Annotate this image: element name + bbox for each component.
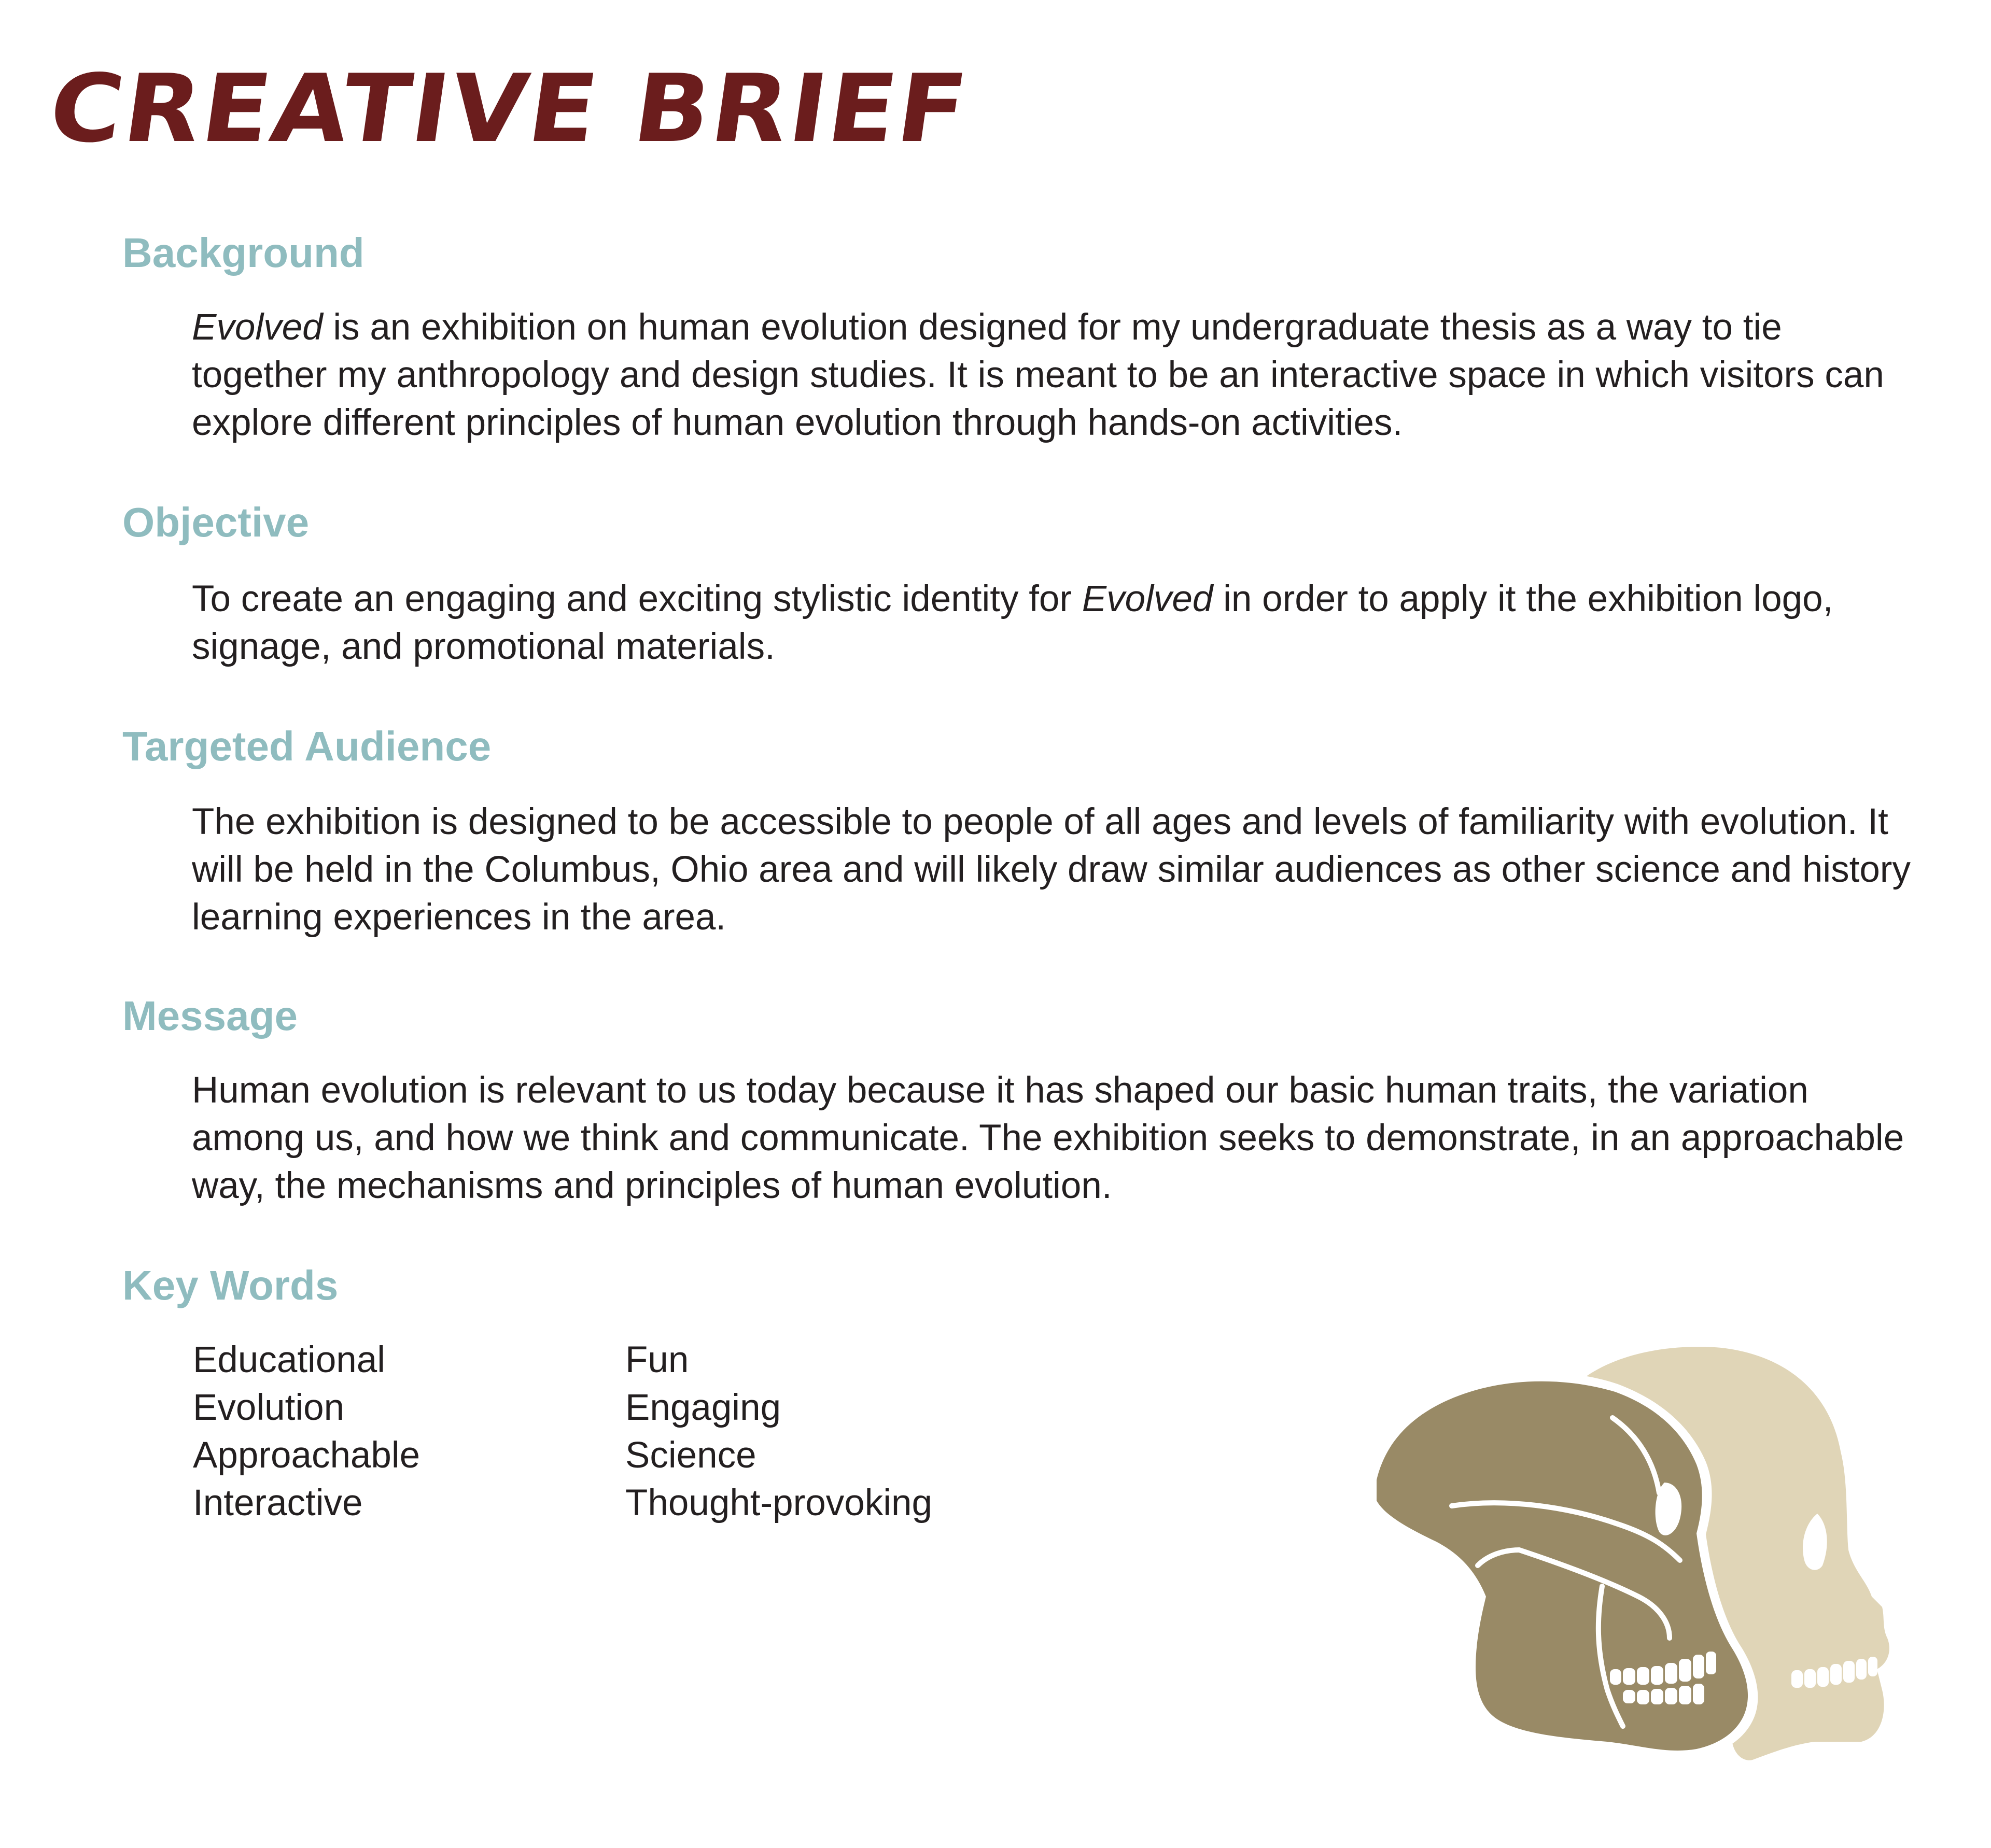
page-title: CREATIVE BRIEF: [43, 54, 975, 163]
background-heading: Background: [122, 230, 364, 276]
audience-heading: Targeted Audience: [122, 723, 492, 769]
keyword-item: Approachable: [193, 1435, 420, 1476]
objective-italic-title: Evolved: [1082, 579, 1213, 619]
keyword-item: Thought-provoking: [625, 1483, 933, 1523]
background-text-body: is an exhibition on human evolution designed for my undergraduate thesis as a way to tie together my anthropology and design studies. It is meant to be an interactive space in which visitors can explore different principles of human evolution through hands-on activities.: [192, 307, 1884, 443]
keyword-item: Educational: [193, 1339, 386, 1380]
background-text: [192, 304, 1918, 447]
audience-text: The exhibition is designed to be accessible to people of all ages and levels of familiarity with evolution. It will be held in the Columbus, Ohio area and will likely draw similar audiences as other science and history learning experiences in the area.: [192, 801, 1911, 938]
keywords-heading: Key Words: [122, 1262, 339, 1308]
keywords-column-1: [193, 1336, 420, 1527]
message-heading: Message: [122, 993, 298, 1039]
objective-text-before: To create an engaging and exciting stylistic identity for: [192, 579, 1082, 619]
keyword-item: Fun: [625, 1339, 689, 1380]
objective-heading: Objective: [122, 499, 310, 545]
keyword-item: Interactive: [193, 1483, 363, 1523]
keyword-item: Engaging: [625, 1387, 781, 1428]
keywords-column-2: [625, 1336, 932, 1527]
keyword-item: Science: [625, 1435, 756, 1476]
background-italic-title: Evolved: [192, 307, 323, 348]
skulls-illustration-icon: [1348, 1327, 1924, 1794]
message-text: Human evolution is relevant to us today because it has shaped our basic human traits, the variation among us, and how we think and communicate. The exhibition seeks to demonstrate, in an approachable way, the mechanisms and principles of human evolution.: [192, 1070, 1904, 1206]
keyword-item: Evolution: [193, 1387, 345, 1428]
objective-text: [192, 575, 1918, 671]
objective-text-after: in order to apply it the exhibition logo, signage, and promotional materials.: [192, 579, 1833, 667]
